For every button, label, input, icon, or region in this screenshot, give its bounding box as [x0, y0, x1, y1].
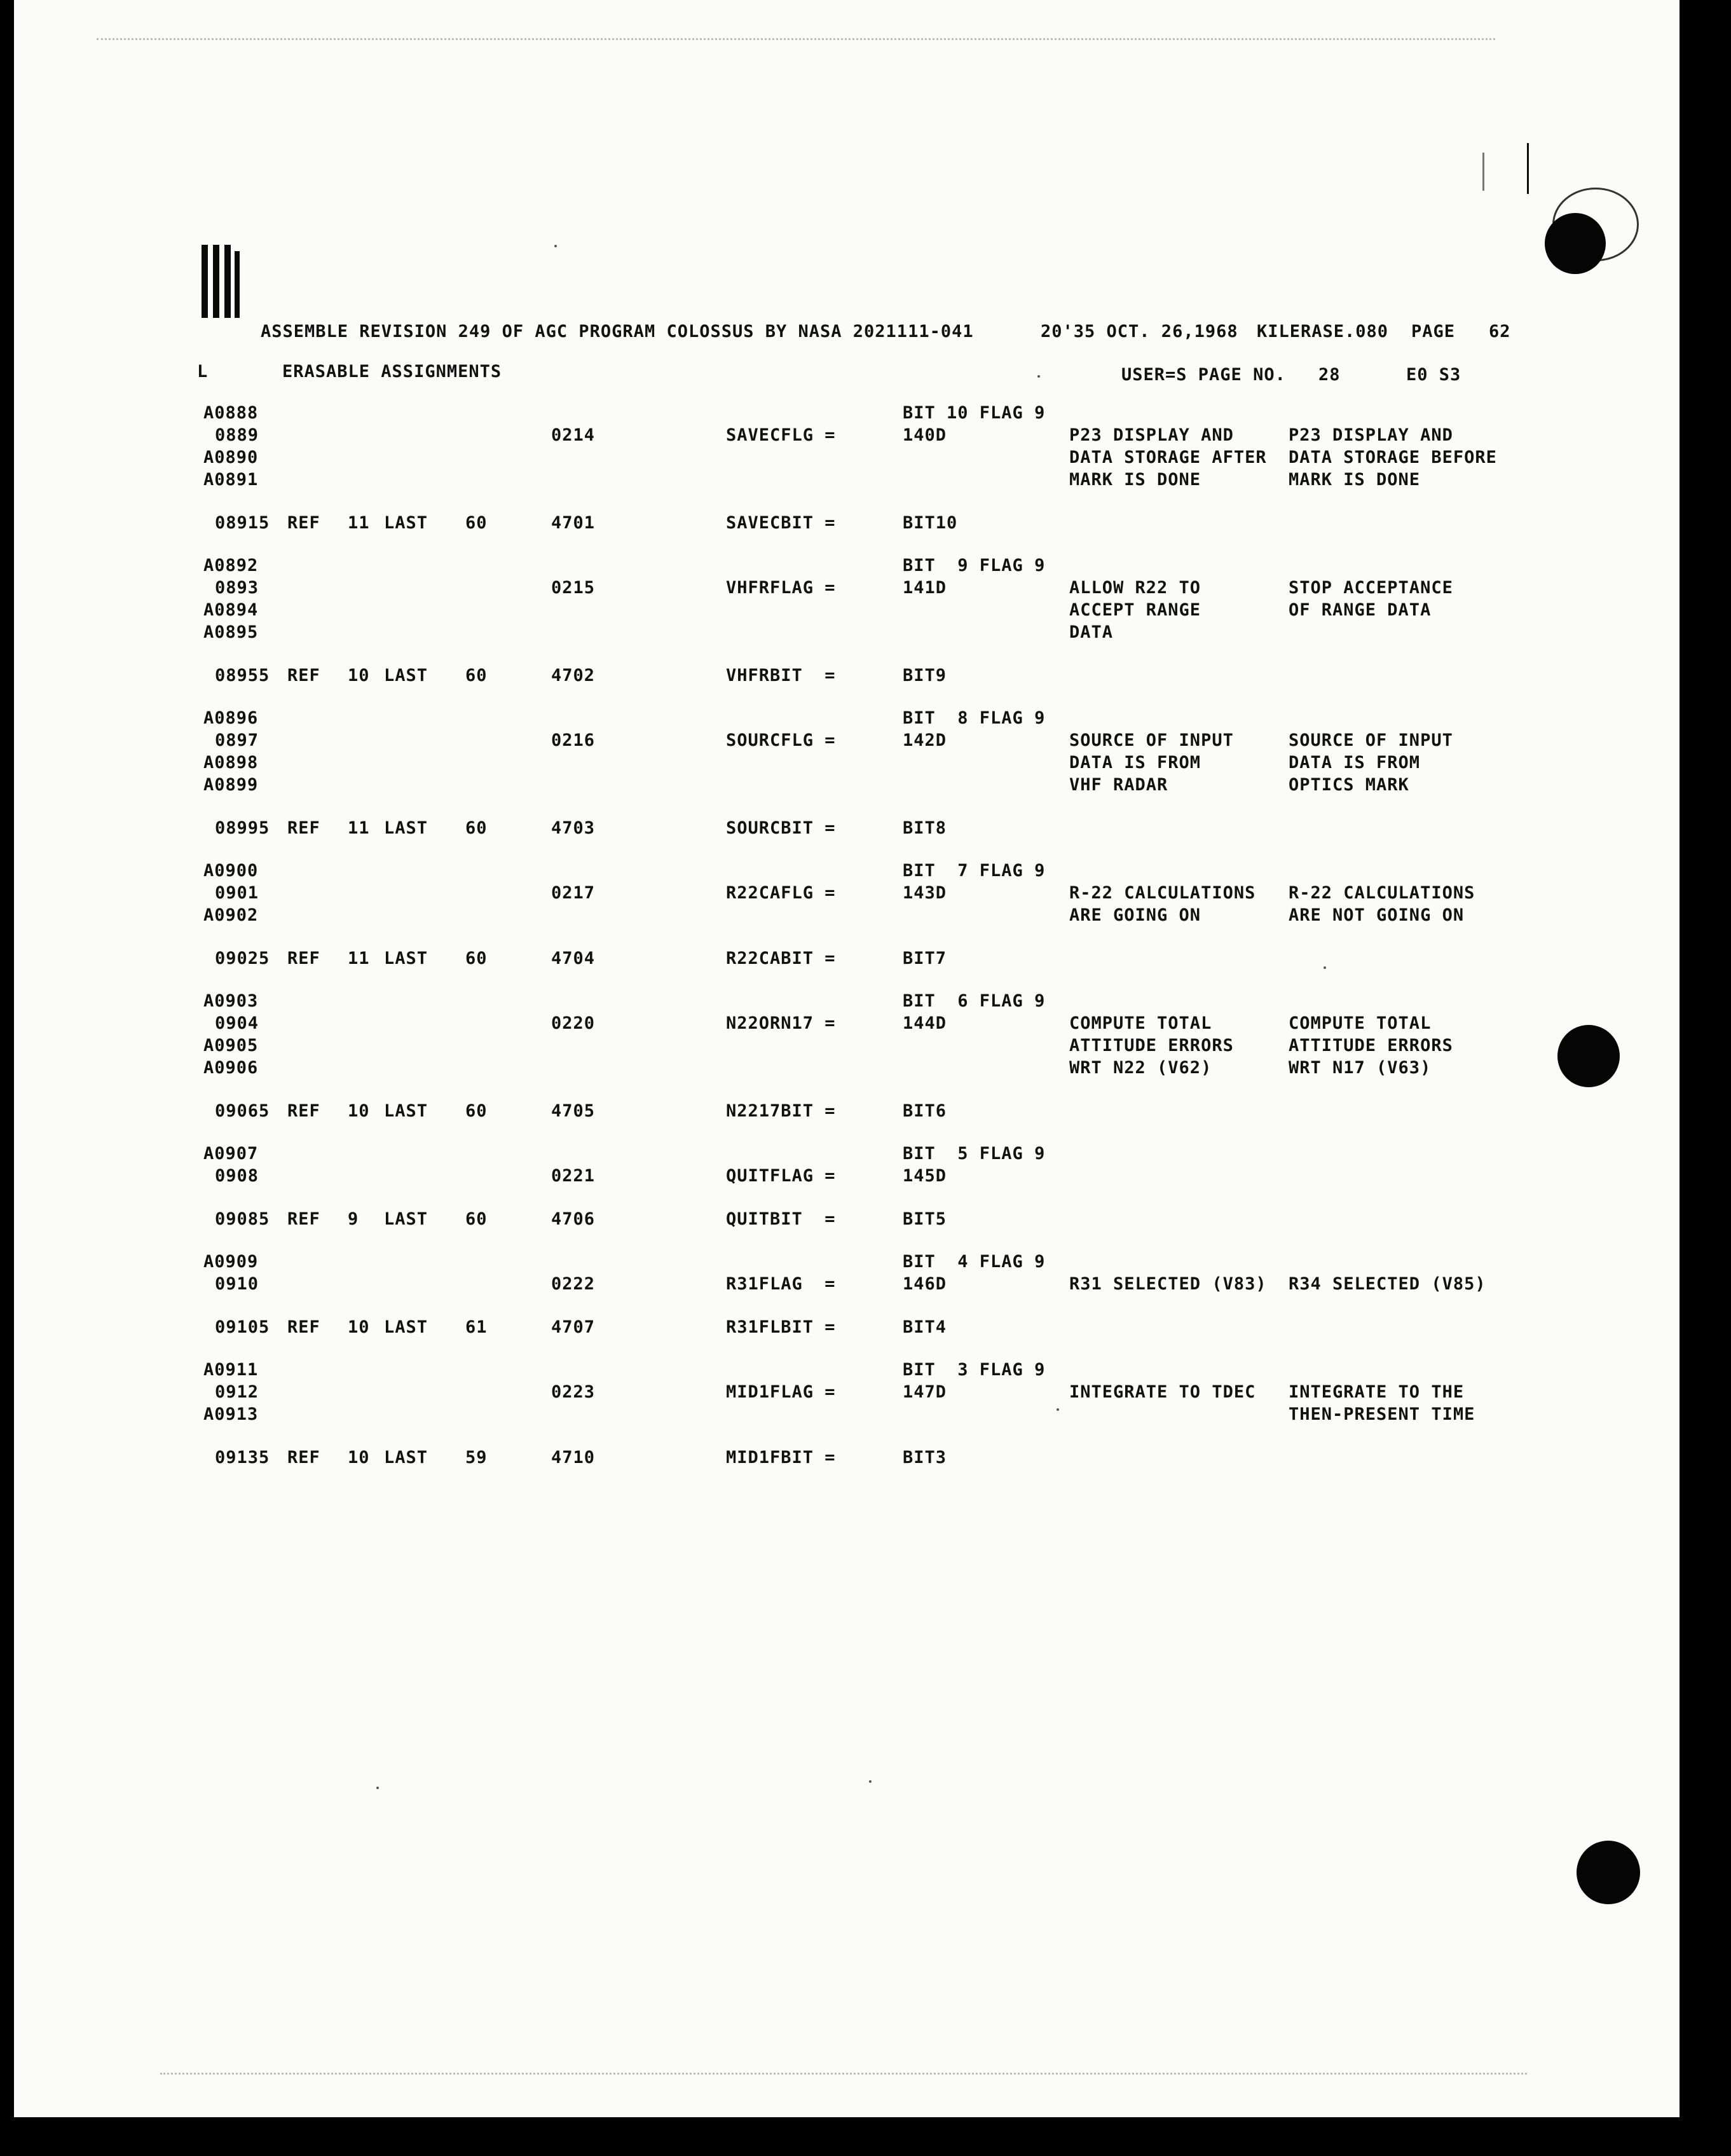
- last-page: 60: [465, 949, 488, 968]
- value: BIT 8 FLAG 9: [903, 708, 1046, 728]
- ref-keyword: REF: [287, 818, 320, 838]
- line-number: A0892: [203, 556, 259, 575]
- reset-meaning: STOP ACCEPTANCE: [1289, 578, 1453, 598]
- set-meaning: SOURCE OF INPUT: [1069, 731, 1234, 750]
- value: 147D: [903, 1382, 947, 1402]
- last-keyword: LAST: [384, 1448, 428, 1467]
- value: BIT 5 FLAG 9: [903, 1144, 1046, 1164]
- binder-mark: [202, 245, 252, 321]
- value: BIT 4 FLAG 9: [903, 1252, 1046, 1272]
- line-number: 09065: [215, 1101, 270, 1121]
- ref-count: 10: [348, 666, 370, 685]
- value: BIT8: [903, 818, 947, 838]
- reset-meaning: INTEGRATE TO THE: [1289, 1382, 1465, 1402]
- last-keyword: LAST: [384, 513, 428, 533]
- address: 0220: [551, 1013, 596, 1033]
- last-keyword: LAST: [384, 1101, 428, 1121]
- line-number: 0908: [215, 1166, 259, 1186]
- margin-mark: [1527, 143, 1529, 194]
- address: 4702: [551, 666, 596, 685]
- ref-count: 11: [348, 818, 370, 838]
- last-keyword: LAST: [384, 1317, 428, 1337]
- reset-meaning: R-22 CALCULATIONS: [1289, 883, 1475, 903]
- address: 4703: [551, 818, 596, 838]
- set-meaning: VHF RADAR: [1069, 775, 1168, 795]
- page-number: 62: [1489, 322, 1511, 341]
- set-meaning: INTEGRATE TO TDEC: [1069, 1382, 1256, 1402]
- ref-keyword: REF: [287, 1317, 320, 1337]
- value: BIT4: [903, 1317, 947, 1337]
- set-meaning: R-22 CALCULATIONS: [1069, 883, 1256, 903]
- line-number: 08995: [215, 818, 270, 838]
- reset-meaning: DATA IS FROM: [1289, 753, 1421, 772]
- last-page: 60: [465, 1101, 488, 1121]
- address: 0214: [551, 425, 596, 445]
- last-page: 60: [465, 666, 488, 685]
- address: 4710: [551, 1448, 596, 1467]
- value: BIT5: [903, 1209, 947, 1229]
- line-number: A0913: [203, 1404, 259, 1424]
- address: 0221: [551, 1166, 596, 1186]
- address: 0222: [551, 1274, 596, 1294]
- last-page: 60: [465, 818, 488, 838]
- address: 4704: [551, 949, 596, 968]
- line-number: 0893: [215, 578, 259, 598]
- ref-count: 10: [348, 1317, 370, 1337]
- reset-meaning: SOURCE OF INPUT: [1289, 731, 1453, 750]
- symbol: SAVECBIT =: [726, 513, 836, 533]
- value: BIT7: [903, 949, 947, 968]
- ref-keyword: REF: [287, 1209, 320, 1229]
- set-meaning: ALLOW R22 TO: [1069, 578, 1201, 598]
- value: 144D: [903, 1013, 947, 1033]
- line-number: A0891: [203, 470, 259, 490]
- address: 4706: [551, 1209, 596, 1229]
- line-number: A0894: [203, 600, 259, 620]
- symbol: R31FLBIT =: [726, 1317, 836, 1337]
- set-meaning: P23 DISPLAY AND: [1069, 425, 1234, 445]
- symbol: R22CAFLG =: [726, 883, 836, 903]
- value: 146D: [903, 1274, 947, 1294]
- report-timestamp: 20'35 OCT. 26,1968: [1041, 322, 1238, 341]
- printout-page: [14, 0, 1680, 2117]
- symbol: VHFRBIT =: [726, 666, 836, 685]
- ref-keyword: REF: [287, 666, 320, 685]
- reset-meaning: MARK IS DONE: [1289, 470, 1421, 490]
- line-number: A0909: [203, 1252, 259, 1272]
- symbol: VHFRFLAG =: [726, 578, 836, 598]
- line-number: A0902: [203, 905, 259, 925]
- ref-count: 11: [348, 949, 370, 968]
- value: BIT 7 FLAG 9: [903, 861, 1046, 881]
- last-page: 61: [465, 1317, 488, 1337]
- user-page-number: 28: [1318, 365, 1341, 385]
- line-number: 09085: [215, 1209, 270, 1229]
- user-page-label: USER=S PAGE NO.: [1121, 365, 1286, 385]
- section-letter: L: [197, 362, 209, 381]
- punch-hole-bottom: [1577, 1841, 1640, 1904]
- line-number: A0903: [203, 991, 259, 1011]
- set-meaning: MARK IS DONE: [1069, 470, 1201, 490]
- address: 4701: [551, 513, 596, 533]
- reset-meaning: P23 DISPLAY AND: [1289, 425, 1453, 445]
- symbol: R31FLAG =: [726, 1274, 836, 1294]
- last-keyword: LAST: [384, 666, 428, 685]
- top-perforation: [97, 38, 1495, 40]
- address: 4705: [551, 1101, 596, 1121]
- last-keyword: LAST: [384, 818, 428, 838]
- ref-count: 10: [348, 1101, 370, 1121]
- reset-meaning: R34 SELECTED (V85): [1289, 1274, 1486, 1294]
- set-meaning: ACCEPT RANGE: [1069, 600, 1201, 620]
- value: BIT10: [903, 513, 958, 533]
- reset-meaning: ARE NOT GOING ON: [1289, 905, 1465, 925]
- symbol: SOURCBIT =: [726, 818, 836, 838]
- last-page: 60: [465, 1209, 488, 1229]
- line-number: A0888: [203, 403, 259, 423]
- line-number: 08915: [215, 513, 270, 533]
- ref-count: 10: [348, 1448, 370, 1467]
- symbol: SOURCFLG =: [726, 731, 836, 750]
- line-number: A0890: [203, 448, 259, 467]
- line-number: A0899: [203, 775, 259, 795]
- last-keyword: LAST: [384, 1209, 428, 1229]
- value: BIT 3 FLAG 9: [903, 1360, 1046, 1380]
- line-number: A0905: [203, 1036, 259, 1055]
- set-meaning: WRT N22 (V62): [1069, 1058, 1212, 1078]
- set-meaning: DATA IS FROM: [1069, 753, 1201, 772]
- reset-meaning: ATTITUDE ERRORS: [1289, 1036, 1453, 1055]
- symbol: R22CABIT =: [726, 949, 836, 968]
- punch-hole-top: [1545, 213, 1606, 274]
- line-number: 0912: [215, 1382, 259, 1402]
- ref-count: 9: [348, 1209, 359, 1229]
- symbol: SAVECFLG =: [726, 425, 836, 445]
- reset-meaning: DATA STORAGE BEFORE: [1289, 448, 1497, 467]
- address: 0216: [551, 731, 596, 750]
- value: BIT 10 FLAG 9: [903, 403, 1046, 423]
- symbol: QUITBIT =: [726, 1209, 836, 1229]
- reset-meaning: THEN-PRESENT TIME: [1289, 1404, 1475, 1424]
- line-number: 08955: [215, 666, 270, 685]
- set-meaning: DATA STORAGE AFTER: [1069, 448, 1267, 467]
- value: 143D: [903, 883, 947, 903]
- section-title: ERASABLE ASSIGNMENTS: [282, 362, 502, 381]
- ref-keyword: REF: [287, 1448, 320, 1467]
- line-number: 09135: [215, 1448, 270, 1467]
- ref-count: 11: [348, 513, 370, 533]
- set-meaning: DATA: [1069, 622, 1114, 642]
- report-title: ASSEMBLE REVISION 249 OF AGC PROGRAM COLOSSUS BY NASA 2021111-041: [261, 322, 974, 341]
- set-meaning: ATTITUDE ERRORS: [1069, 1036, 1234, 1055]
- line-number: A0898: [203, 753, 259, 772]
- line-number: 09105: [215, 1317, 270, 1337]
- reset-meaning: OF RANGE DATA: [1289, 600, 1432, 620]
- set-meaning: COMPUTE TOTAL: [1069, 1013, 1212, 1033]
- address: 0215: [551, 578, 596, 598]
- last-page: 60: [465, 513, 488, 533]
- symbol: MID1FBIT =: [726, 1448, 836, 1467]
- value: 141D: [903, 578, 947, 598]
- value: BIT 9 FLAG 9: [903, 556, 1046, 575]
- value: 142D: [903, 731, 947, 750]
- value: BIT3: [903, 1448, 947, 1467]
- set-meaning: ARE GOING ON: [1069, 905, 1201, 925]
- report-filename: KILERASE.080: [1257, 322, 1389, 341]
- symbol: MID1FLAG =: [726, 1382, 836, 1402]
- line-number: 0889: [215, 425, 259, 445]
- line-number: A0896: [203, 708, 259, 728]
- value: BIT9: [903, 666, 947, 685]
- user-page-extra: E0 S3: [1406, 365, 1461, 385]
- set-meaning: R31 SELECTED (V83): [1069, 1274, 1267, 1294]
- reset-meaning: WRT N17 (V63): [1289, 1058, 1432, 1078]
- line-number: A0911: [203, 1360, 259, 1380]
- bottom-perforation: [160, 2073, 1527, 2075]
- margin-mark: [1482, 153, 1484, 191]
- symbol: N2217BIT =: [726, 1101, 836, 1121]
- value: BIT6: [903, 1101, 947, 1121]
- line-number: A0900: [203, 861, 259, 881]
- reset-meaning: COMPUTE TOTAL: [1289, 1013, 1432, 1033]
- punch-hole-middle: [1557, 1025, 1620, 1087]
- last-page: 59: [465, 1448, 488, 1467]
- line-number: 0904: [215, 1013, 259, 1033]
- line-number: 0901: [215, 883, 259, 903]
- ref-keyword: REF: [287, 513, 320, 533]
- line-number: A0906: [203, 1058, 259, 1078]
- symbol: QUITFLAG =: [726, 1166, 836, 1186]
- reset-meaning: OPTICS MARK: [1289, 775, 1409, 795]
- value: BIT 6 FLAG 9: [903, 991, 1046, 1011]
- page-label: PAGE: [1411, 322, 1456, 341]
- address: 0223: [551, 1382, 596, 1402]
- symbol: N22ORN17 =: [726, 1013, 836, 1033]
- ref-keyword: REF: [287, 1101, 320, 1121]
- last-keyword: LAST: [384, 949, 428, 968]
- line-number: A0907: [203, 1144, 259, 1164]
- address: 4707: [551, 1317, 596, 1337]
- address: 0217: [551, 883, 596, 903]
- line-number: 09025: [215, 949, 270, 968]
- value: 145D: [903, 1166, 947, 1186]
- line-number: A0895: [203, 622, 259, 642]
- line-number: 0897: [215, 731, 259, 750]
- line-number: 0910: [215, 1274, 259, 1294]
- ref-keyword: REF: [287, 949, 320, 968]
- value: 140D: [903, 425, 947, 445]
